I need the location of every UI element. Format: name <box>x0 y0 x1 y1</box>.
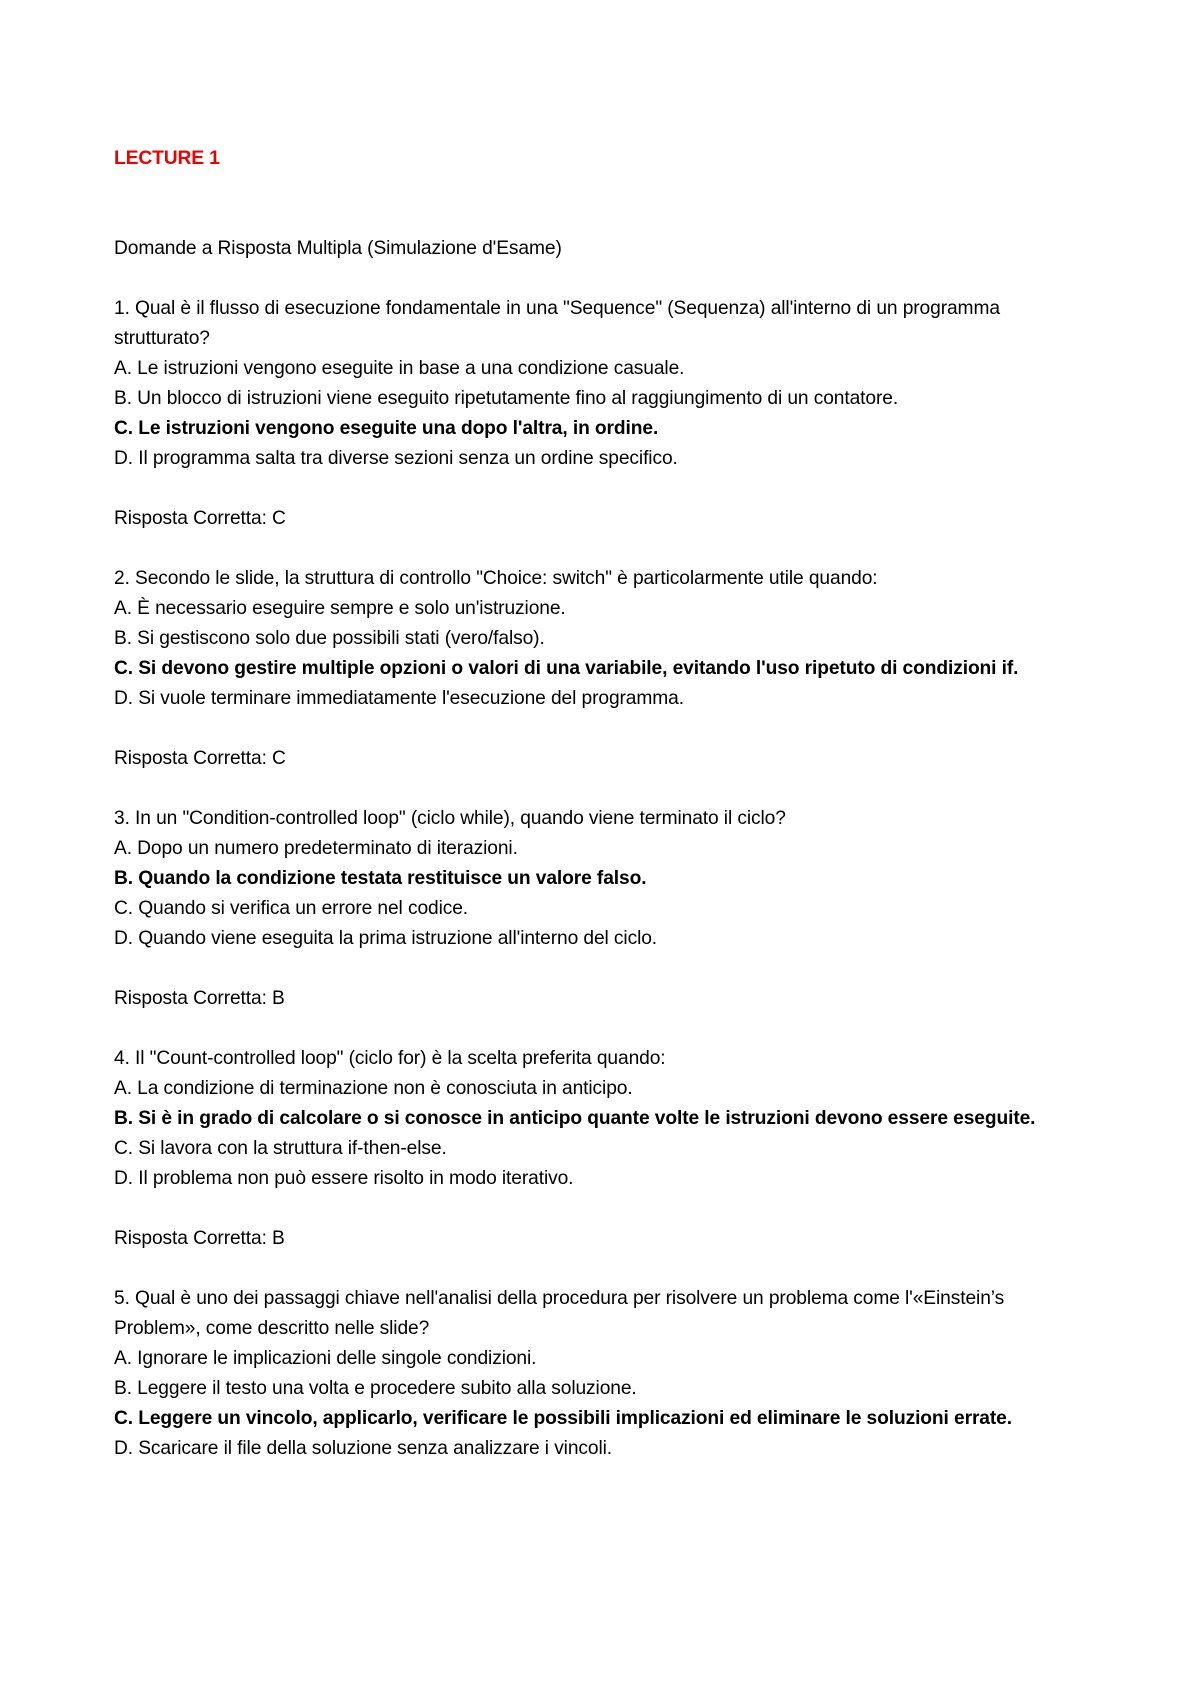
document-page <box>114 144 1094 1494</box>
answer-option: A. Dopo un numero predeterminato di iterazioni. <box>114 838 518 859</box>
question-text: 5. Qual è uno dei passaggi chiave nell'analisi della procedura per risolvere un problema come l'«Einstein’s Problem», come descritto nelle slide? <box>114 1288 1005 1339</box>
question-block <box>114 1284 1094 1464</box>
question-block <box>114 294 1094 534</box>
correct-option: B. Quando la condizione testata restituisce un valore falso. <box>114 868 647 889</box>
question-block <box>114 564 1094 774</box>
answer-option: D. Si vuole terminare immediatamente l'esecuzione del programma. <box>114 688 684 709</box>
question-text: 2. Secondo le slide, la struttura di controllo "Choice: switch" è particolarmente utile quando: <box>114 568 878 589</box>
correct-option: C. Si devono gestire multiple opzioni o valori di una variabile, evitando l'uso ripetuto di condizioni if. <box>114 658 1019 679</box>
question-list <box>114 294 1094 1464</box>
correct-answer-line: Risposta Corretta: C <box>114 508 286 529</box>
correct-answer-line: Risposta Corretta: C <box>114 748 286 769</box>
answer-option: D. Quando viene eseguita la prima istruzione all'interno del ciclo. <box>114 928 658 949</box>
correct-option: B. Si è in grado di calcolare o si conosce in anticipo quante volte le istruzioni devono essere eseguite. <box>114 1108 1036 1129</box>
question-text: 4. Il "Count-controlled loop" (ciclo for) è la scelta preferita quando: <box>114 1048 666 1069</box>
answer-option: C. Si lavora con la struttura if-then-else. <box>114 1138 447 1159</box>
lecture-title: LECTURE 1 <box>114 148 220 169</box>
question-text: 1. Qual è il flusso di esecuzione fondamentale in una "Sequence" (Sequenza) all'interno di un programma strutturato? <box>114 298 1000 349</box>
answer-option: A. Ignorare le implicazioni delle singole condizioni. <box>114 1348 537 1369</box>
answer-option: A. La condizione di terminazione non è conosciuta in anticipo. <box>114 1078 633 1099</box>
correct-option: C. Le istruzioni vengono eseguite una dopo l'altra, in ordine. <box>114 418 659 439</box>
answer-option: B. Un blocco di istruzioni viene eseguito ripetutamente fino al raggiungimento di un contatore. <box>114 388 899 409</box>
answer-option: C. Quando si verifica un errore nel codice. <box>114 898 469 919</box>
correct-answer-line: Risposta Corretta: B <box>114 988 285 1009</box>
answer-option: B. Si gestiscono solo due possibili stati (vero/falso). <box>114 628 545 649</box>
answer-option: D. Il programma salta tra diverse sezioni senza un ordine specifico. <box>114 448 678 469</box>
question-text: 3. In un "Condition-controlled loop" (ciclo while), quando viene terminato il ciclo? <box>114 808 786 829</box>
answer-option: A. Le istruzioni vengono eseguite in base a una condizione casuale. <box>114 358 685 379</box>
question-block <box>114 1044 1094 1254</box>
answer-option: D. Il problema non può essere risolto in modo iterativo. <box>114 1168 574 1189</box>
question-block <box>114 804 1094 1014</box>
correct-answer-line: Risposta Corretta: B <box>114 1228 285 1249</box>
section-subtitle: Domande a Risposta Multipla (Simulazione d'Esame) <box>114 238 562 259</box>
answer-option: A. È necessario eseguire sempre e solo un'istruzione. <box>114 598 566 619</box>
answer-option: D. Scaricare il file della soluzione senza analizzare i vincoli. <box>114 1438 613 1459</box>
answer-option: B. Leggere il testo una volta e procedere subito alla soluzione. <box>114 1378 637 1399</box>
correct-option: C. Leggere un vincolo, applicarlo, verificare le possibili implicazioni ed eliminare le soluzioni errate. <box>114 1408 1012 1429</box>
